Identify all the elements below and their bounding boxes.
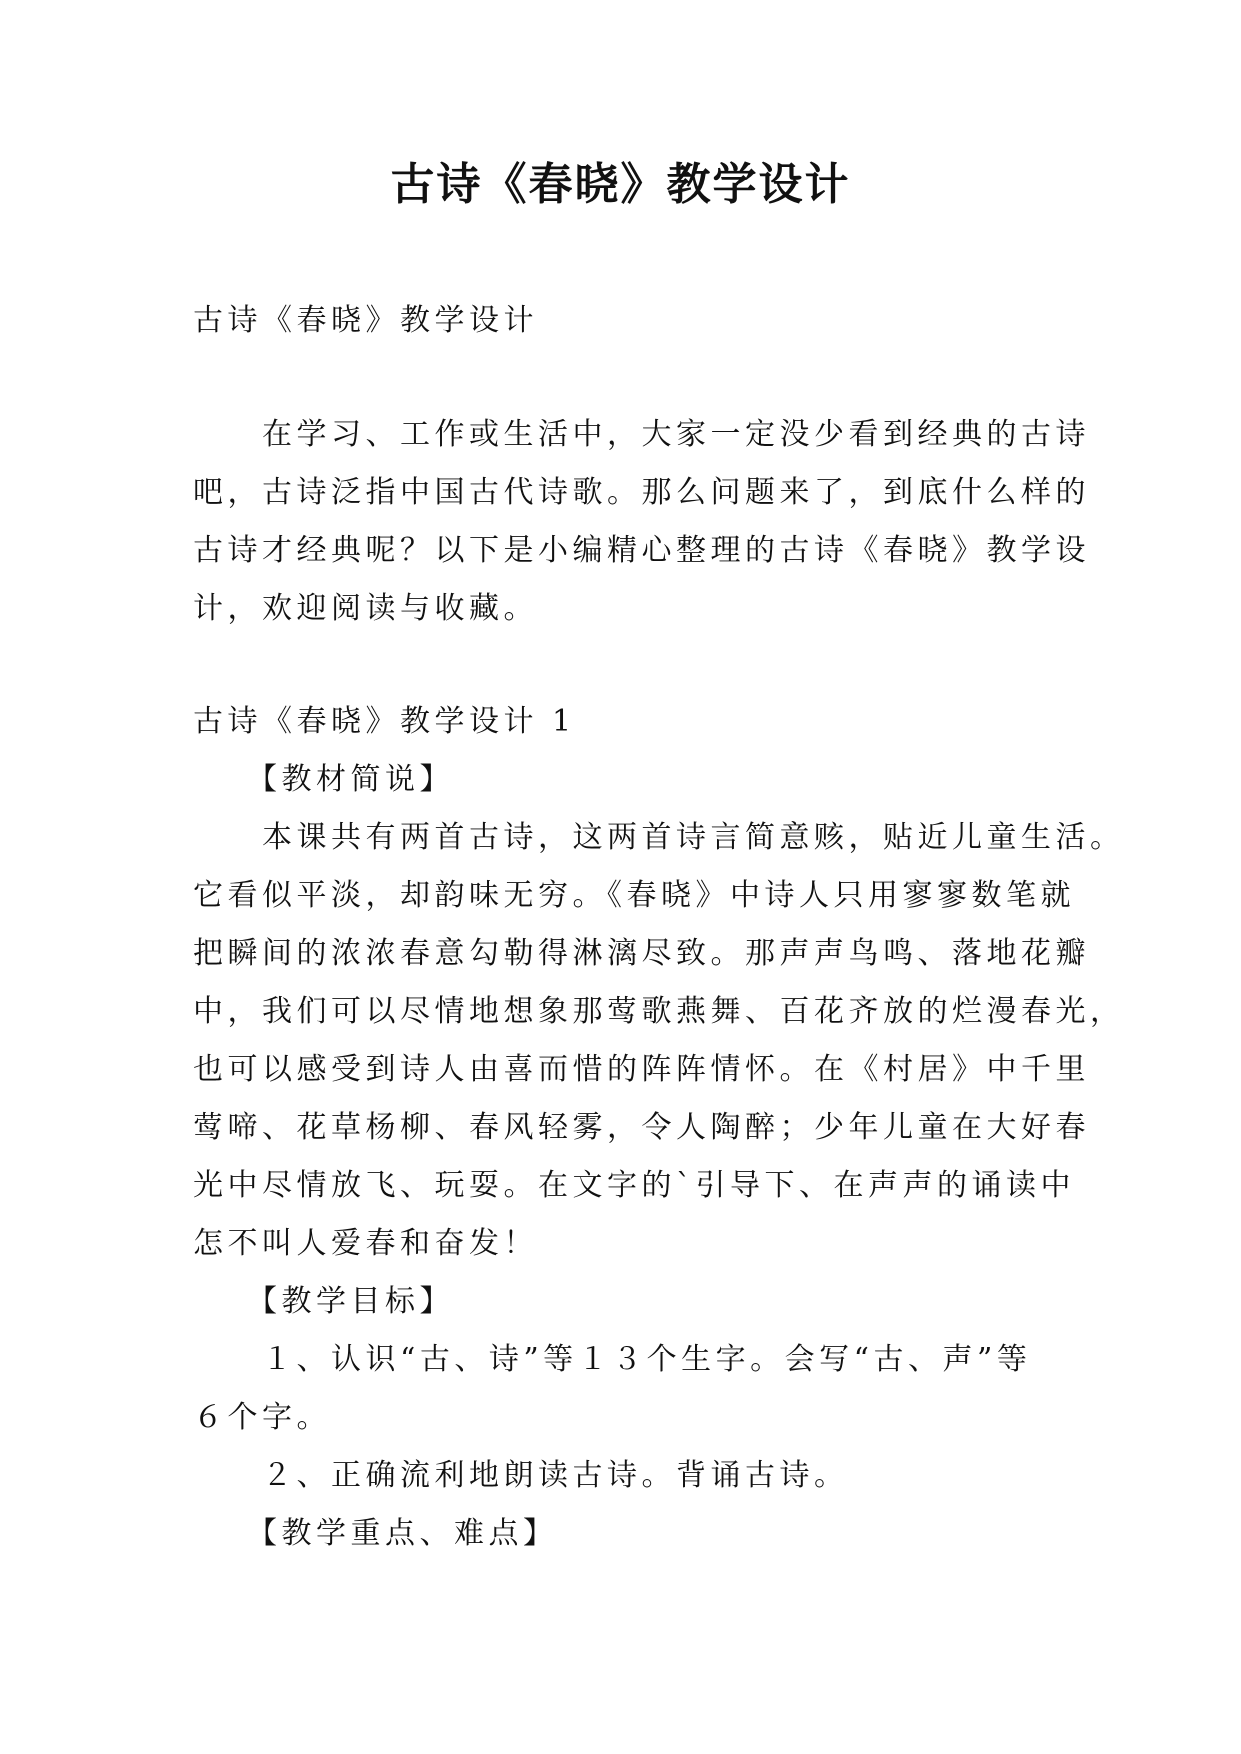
intro-line-2: 吧，古诗泛指中国古代诗歌。那么问题来了，到底什么样的: [193, 475, 1090, 510]
overview-line-8: 怎不叫人爱春和奋发！: [193, 1226, 538, 1261]
overview-line-6: 莺啼、花草杨柳、春风轻雾，令人陶醉；少年儿童在大好春: [193, 1110, 1090, 1145]
heading-teaching-goals: 【教学目标】: [193, 1284, 454, 1319]
intro-line-3: 古诗才经典呢？以下是小编精心整理的古诗《春晓》教学设: [193, 533, 1090, 568]
intro-line-4: 计，欢迎阅读与收藏。: [193, 591, 538, 626]
overview-line-4: 中，我们可以尽情地想象那莺歌燕舞、百花齐放的烂漫春光，: [193, 994, 1125, 1029]
document-subtitle: [193, 292, 1053, 350]
section-title: 古诗《春晓》教学设计 1: [193, 704, 576, 739]
intro-line-1: 在学习、工作或生活中，大家一定没少看到经典的古诗: [193, 417, 1090, 452]
heading-key-points: 【教学重点、难点】: [193, 1516, 558, 1551]
goal-1-line-2: ６个字。: [193, 1400, 331, 1435]
goal-2: ２、正确流利地朗读古诗。背诵古诗。: [193, 1458, 849, 1493]
intro-paragraph: [193, 406, 1090, 638]
overview-line-7: 光中尽情放飞、玩耍。在文字的`引导下、在声声的诵读中: [193, 1168, 1075, 1203]
heading-textbook-overview: 【教材简说】: [193, 762, 454, 797]
section-1: [193, 693, 1125, 1563]
overview-line-5: 也可以感受到诗人由喜而惜的阵阵情怀。在《村居》中千里: [193, 1052, 1090, 1087]
overview-line-1: 本课共有两首古诗，这两首诗言简意赅，贴近儿童生活。: [193, 820, 1125, 855]
document-title: 古诗《春晓》教学设计: [390, 159, 851, 210]
goal-1-line-1: １、认识“古、诗”等１３个生字。会写“古、声”等: [193, 1342, 1032, 1377]
overview-line-3: 把瞬间的浓浓春意勾勒得淋漓尽致。那声声鸟鸣、落地花瓣: [193, 936, 1090, 971]
subtitle-line: 古诗《春晓》教学设计: [193, 303, 538, 338]
overview-line-2: 它看似平淡，却韵味无穷。《春晓》中诗人只用寥寥数笔就: [193, 878, 1075, 913]
